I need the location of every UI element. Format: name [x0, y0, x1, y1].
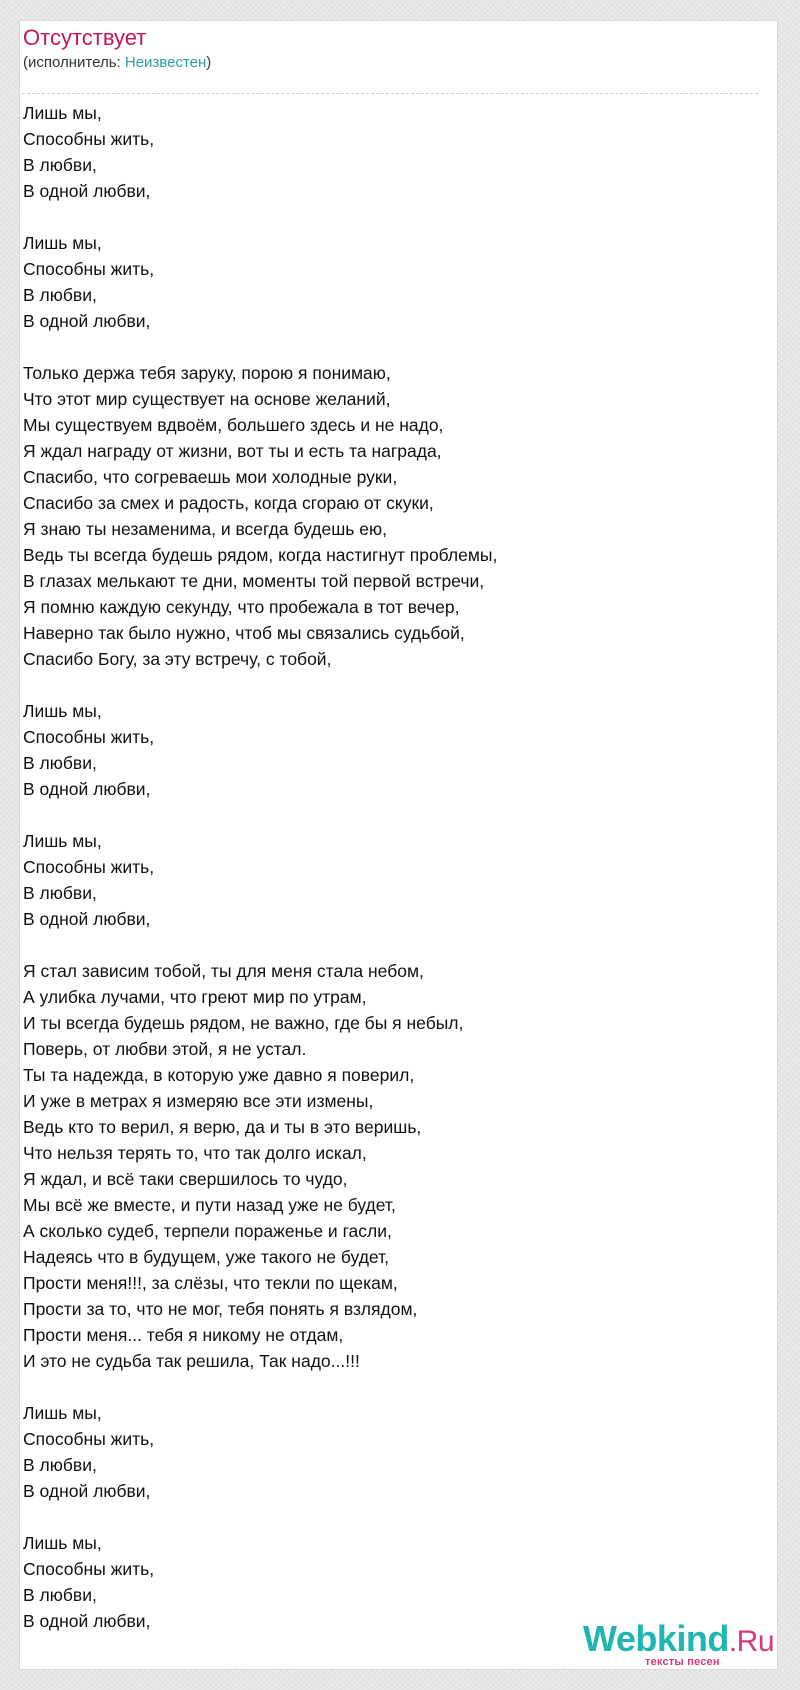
lyric-line: В одной любви,: [23, 779, 151, 799]
song-header: [23, 24, 759, 73]
lyric-line: Способны жить,: [23, 1559, 155, 1579]
lyric-line: Прости за то, что не мог, тебя понять я взлядом,: [23, 1299, 418, 1319]
lyric-stanza: [23, 360, 743, 672]
lyric-line: Лишь мы,: [23, 233, 102, 253]
artist-line: [23, 53, 759, 73]
lyric-line: Лишь мы,: [23, 1533, 102, 1553]
lyric-line: Способны жить,: [23, 259, 155, 279]
lyric-line: В любви,: [23, 155, 97, 175]
lyric-line: Я помню каждую секунду, что пробежала в тот вечер,: [23, 597, 460, 617]
lyric-line: В любви,: [23, 753, 97, 773]
artist-prefix: (исполнитель:: [23, 54, 125, 71]
lyric-line: Надеясь что в будущем, уже такого не будет,: [23, 1247, 390, 1267]
lyrics-body: [23, 100, 743, 1660]
lyric-line: Только держа тебя заруку, порою я понимаю,: [23, 363, 391, 383]
logo-main-text: Webkind: [583, 1618, 729, 1659]
artist-link[interactable]: Неизвестен: [124, 54, 207, 71]
lyric-line: Прости меня!!!, за слёзы, что текли по щекам,: [23, 1273, 398, 1293]
lyric-line: Способны жить,: [23, 857, 155, 877]
lyric-line: И это не судьба так решила, Так надо...!!!: [23, 1351, 360, 1371]
lyric-line: И ты всегда будешь рядом, не важно, где бы я небыл,: [23, 1013, 464, 1033]
lyric-stanza: [23, 230, 743, 334]
lyric-line: В любви,: [23, 285, 97, 305]
lyric-line: Я ждал, и всё таки свершилось то чудо,: [23, 1169, 348, 1189]
logo-wordmark: [583, 1620, 783, 1661]
lyric-line: Мы существуем вдвоём, большего здесь и не надо,: [23, 415, 444, 435]
lyric-line: Спасибо, что согреваешь мои холодные руки,: [23, 467, 398, 487]
lyric-line: В любви,: [23, 883, 97, 903]
lyric-line: В одной любви,: [23, 1611, 151, 1631]
header-divider: [22, 93, 758, 94]
lyric-line: Поверь, от любви этой, я не устал.: [23, 1039, 307, 1059]
lyric-line: В одной любви,: [23, 1481, 151, 1501]
lyric-line: Я ждал награду от жизни, вот ты и есть та награда,: [23, 441, 442, 461]
lyric-line: Ты та надежда, в которую уже давно я поверил,: [23, 1065, 415, 1085]
lyric-line: Способны жить,: [23, 129, 155, 149]
lyric-line: Что этот мир существует на основе желаний,: [23, 389, 391, 409]
lyric-stanza: [23, 958, 743, 1374]
lyric-line: Ведь кто то верил, я верю, да и ты в это веришь,: [23, 1117, 422, 1137]
lyric-line: Спасибо Богу, за эту встречу, с тобой,: [23, 649, 332, 669]
lyric-line: Спасибо за смех и радость, когда сгораю от скуки,: [23, 493, 434, 513]
lyric-stanza: [23, 698, 743, 802]
lyric-line: В глазах мелькают те дни, моменты той первой встречи,: [23, 571, 485, 591]
logo-tagline: тексты песен: [645, 1656, 720, 1668]
lyric-line: Мы всё же вместе, и пути назад уже не будет,: [23, 1195, 396, 1215]
lyric-line: А сколько судеб, терпели пораженье и гасли,: [23, 1221, 392, 1241]
lyric-line: Лишь мы,: [23, 103, 102, 123]
lyric-line: И уже в метрах я измеряю все эти измены,: [23, 1091, 374, 1111]
lyric-line: Лишь мы,: [23, 831, 102, 851]
lyric-line: В любви,: [23, 1585, 97, 1605]
lyric-line: Ведь ты всегда будешь рядом, когда настигнут проблемы,: [23, 545, 498, 565]
webkind-logo[interactable]: [583, 1620, 783, 1670]
lyric-line: Что нельзя терять то, что так долго искал,: [23, 1143, 367, 1163]
lyric-stanza: [23, 828, 743, 932]
lyric-line: Способны жить,: [23, 1429, 155, 1449]
lyric-line: Наверно так было нужно, чтоб мы связались судьбой,: [23, 623, 465, 643]
lyric-stanza: [23, 1400, 743, 1504]
song-title: Отсутствует: [23, 25, 147, 50]
lyric-line: Лишь мы,: [23, 1403, 102, 1423]
lyric-line: Способны жить,: [23, 727, 155, 747]
lyric-line: А улибка лучами, что греют мир по утрам,: [23, 987, 367, 1007]
lyric-line: В одной любви,: [23, 311, 151, 331]
lyric-line: В одной любви,: [23, 181, 151, 201]
lyric-line: В одной любви,: [23, 909, 151, 929]
lyric-stanza: [23, 100, 743, 204]
logo-tld: .Ru: [728, 1625, 775, 1658]
lyric-line: Я знаю ты незаменима, и всегда будешь ею,: [23, 519, 387, 539]
lyric-line: В любви,: [23, 1455, 97, 1475]
lyric-line: Лишь мы,: [23, 701, 102, 721]
lyric-line: Прости меня... тебя я никому не отдам,: [23, 1325, 344, 1345]
artist-suffix: ): [206, 54, 212, 71]
lyric-line: Я стал зависим тобой, ты для меня стала небом,: [23, 961, 424, 981]
